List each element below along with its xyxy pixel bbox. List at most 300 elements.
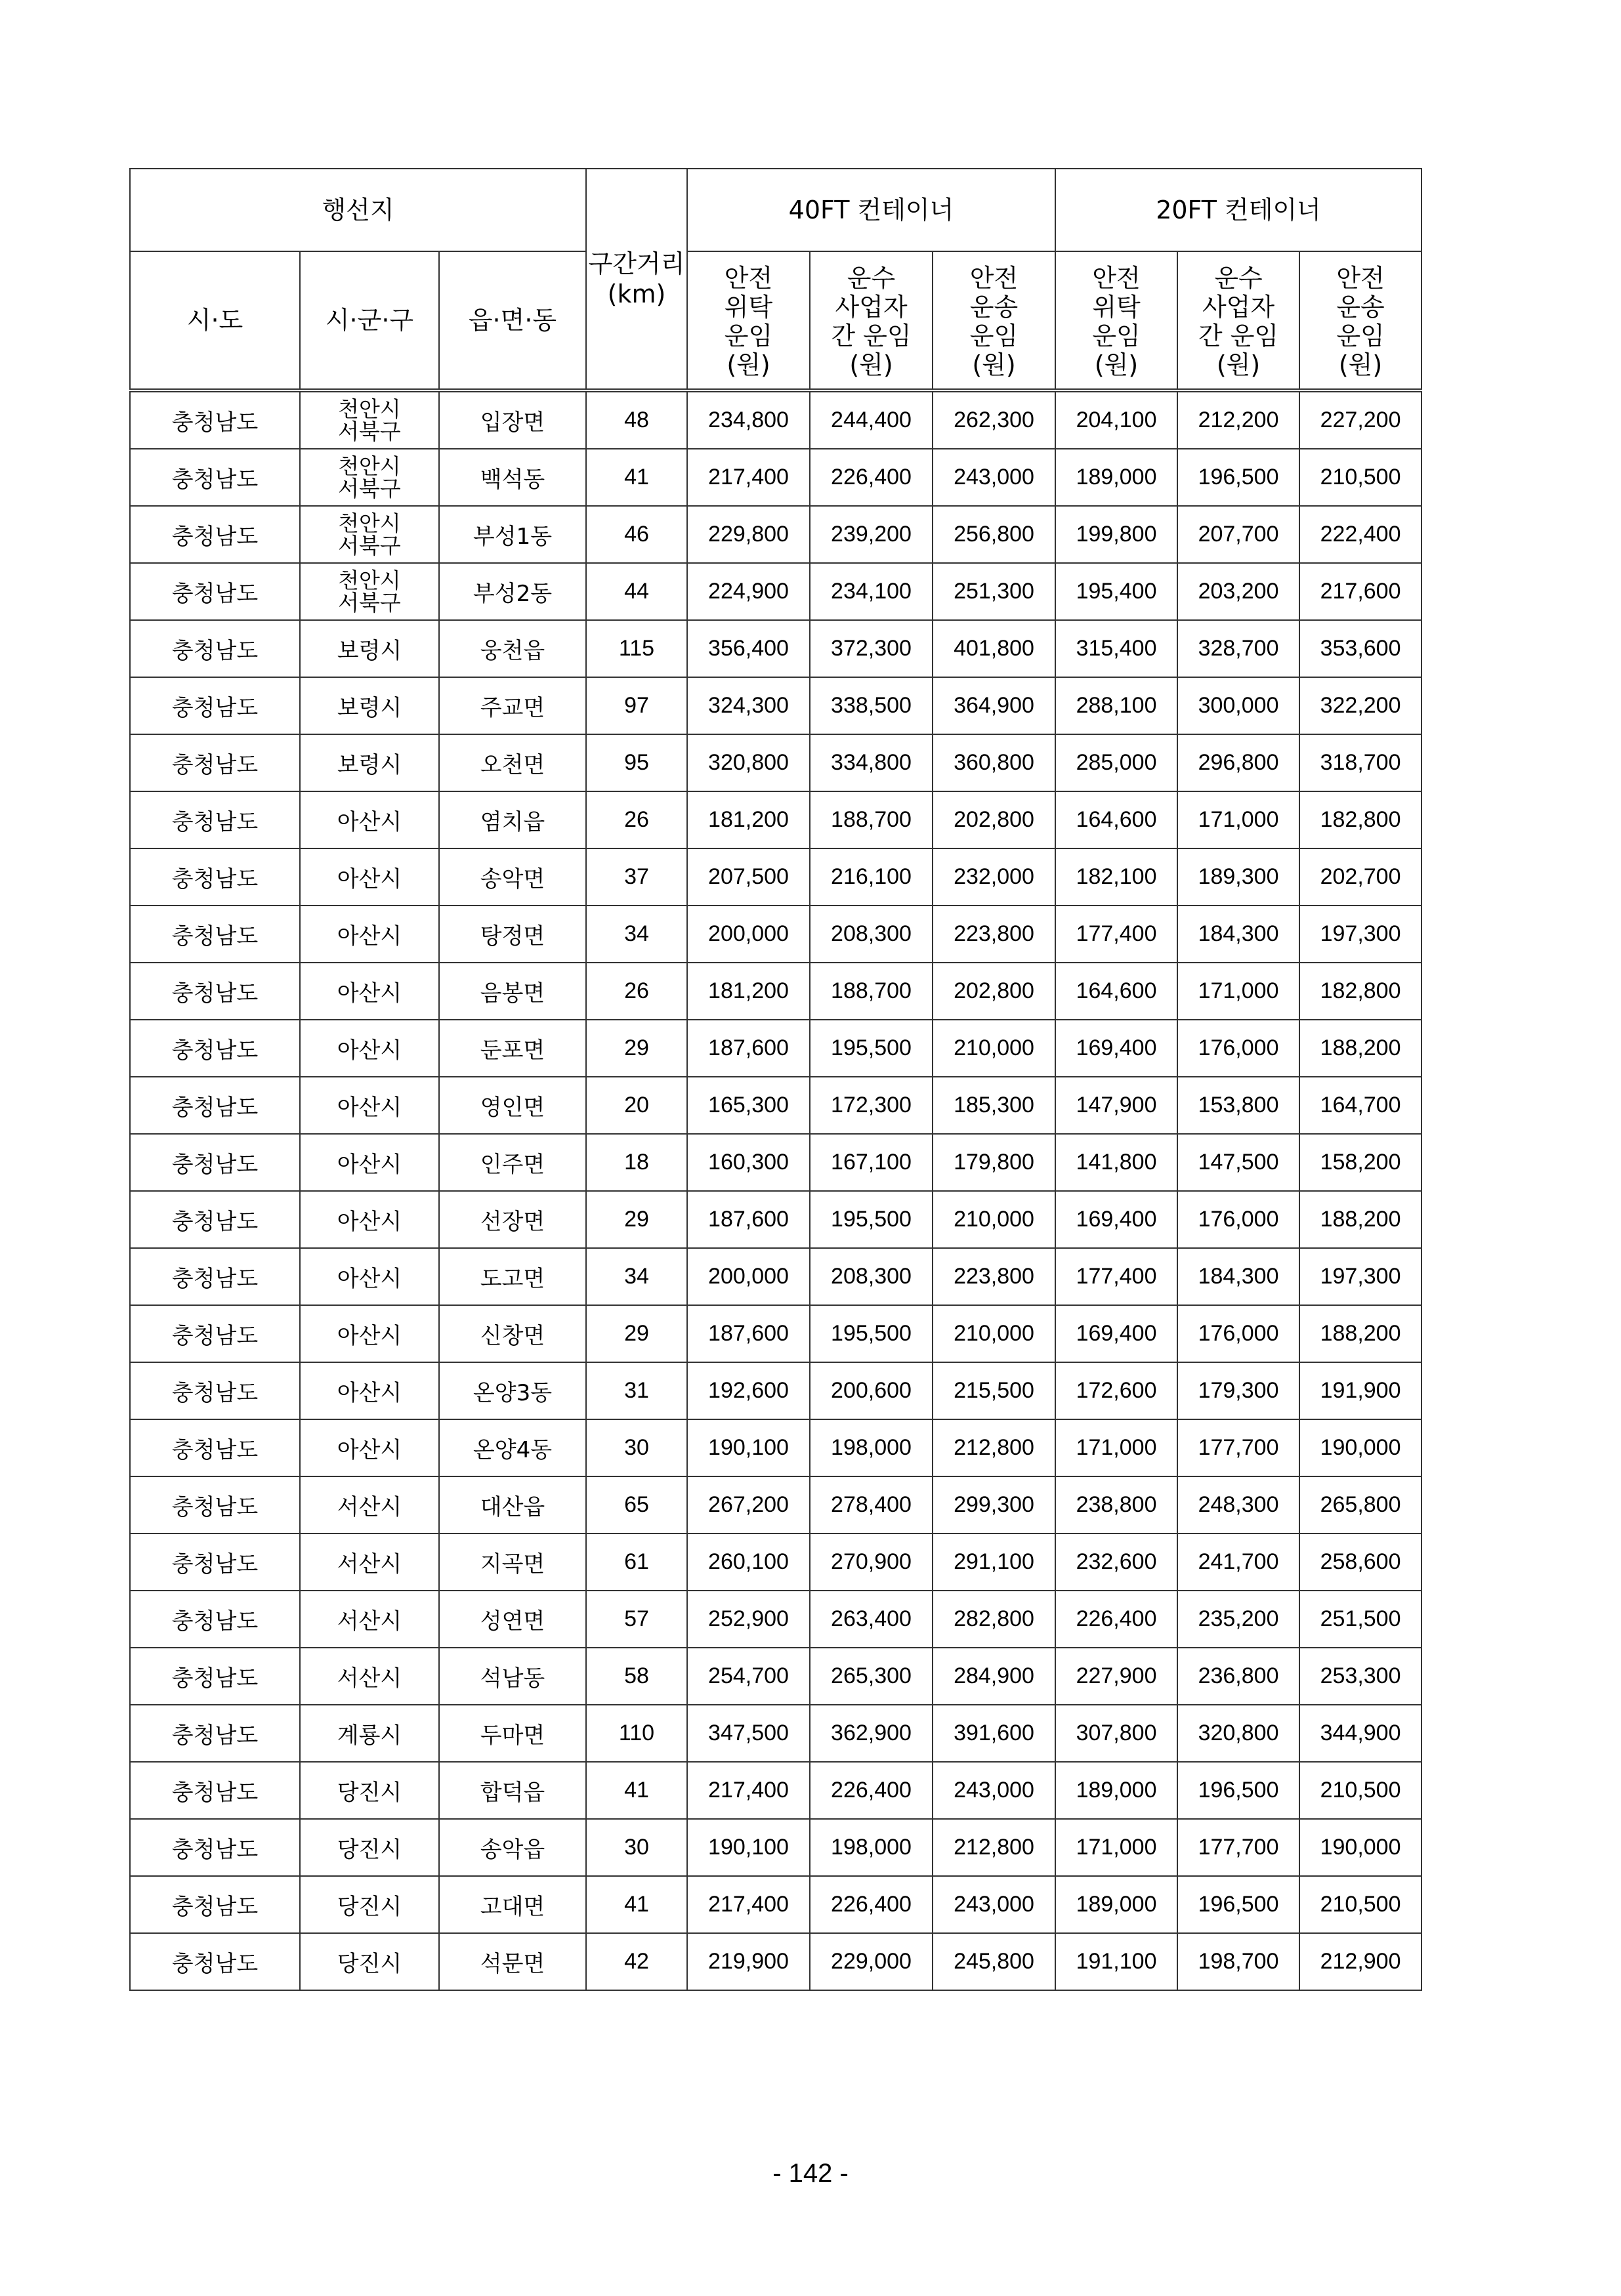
- cell-rate: 322,200: [1299, 677, 1421, 734]
- cell-sigungu: 아산시: [300, 963, 439, 1020]
- cell-rate: 188,200: [1299, 1191, 1421, 1248]
- cell-eupmyeondong: 주교면: [439, 677, 586, 734]
- cell-rate: 263,400: [810, 1591, 933, 1648]
- cell-distance: 41: [586, 449, 687, 506]
- cell-rate: 234,800: [687, 390, 810, 449]
- header-region: 행선지: [130, 169, 586, 251]
- cell-rate: 372,300: [810, 620, 933, 677]
- cell-rate: 196,500: [1177, 1762, 1299, 1819]
- cell-rate: 190,100: [687, 1419, 810, 1476]
- cell-rate: 248,300: [1177, 1476, 1299, 1534]
- cell-sido: 충청남도: [130, 791, 300, 848]
- cell-rate: 219,900: [687, 1933, 810, 1990]
- cell-rate: 232,600: [1055, 1534, 1177, 1591]
- cell-eupmyeondong: 부성1동: [439, 506, 586, 563]
- cell-rate: 223,800: [933, 906, 1055, 963]
- cell-sido: 충청남도: [130, 620, 300, 677]
- cell-eupmyeondong: 입장면: [439, 390, 586, 449]
- cell-sigungu: 아산시: [300, 1191, 439, 1248]
- cell-rate: 217,400: [687, 449, 810, 506]
- header-20ft: 20FT 컨테이너: [1055, 169, 1421, 251]
- cell-rate: 239,200: [810, 506, 933, 563]
- cell-eupmyeondong: 영인면: [439, 1077, 586, 1134]
- cell-rate: 212,800: [933, 1419, 1055, 1476]
- table-row: [130, 620, 1421, 677]
- header-rate-col: 안전 운송 운임 (원): [933, 251, 1055, 390]
- cell-rate: 262,300: [933, 390, 1055, 449]
- cell-distance: 44: [586, 563, 687, 620]
- cell-rate: 217,400: [687, 1762, 810, 1819]
- cell-rate: 188,700: [810, 963, 933, 1020]
- cell-rate: 207,700: [1177, 506, 1299, 563]
- cell-sigungu: 당진시: [300, 1933, 439, 1990]
- cell-rate: 196,500: [1177, 449, 1299, 506]
- cell-distance: 18: [586, 1134, 687, 1191]
- cell-eupmyeondong: 성연면: [439, 1591, 586, 1648]
- cell-rate: 278,400: [810, 1476, 933, 1534]
- cell-sigungu: 서산시: [300, 1591, 439, 1648]
- cell-sido: 충청남도: [130, 1020, 300, 1077]
- cell-rate: 360,800: [933, 734, 1055, 791]
- cell-rate: 185,300: [933, 1077, 1055, 1134]
- table-row: [130, 1191, 1421, 1248]
- cell-rate: 204,100: [1055, 390, 1177, 449]
- cell-rate: 187,600: [687, 1191, 810, 1248]
- cell-rate: 179,300: [1177, 1362, 1299, 1419]
- cell-rate: 202,800: [933, 791, 1055, 848]
- cell-sido: 충청남도: [130, 677, 300, 734]
- cell-distance: 30: [586, 1819, 687, 1876]
- cell-rate: 188,200: [1299, 1020, 1421, 1077]
- cell-distance: 58: [586, 1648, 687, 1705]
- cell-rate: 197,300: [1299, 906, 1421, 963]
- cell-rate: 210,500: [1299, 449, 1421, 506]
- cell-distance: 31: [586, 1362, 687, 1419]
- cell-rate: 195,500: [810, 1191, 933, 1248]
- cell-rate: 195,500: [810, 1020, 933, 1077]
- cell-rate: 189,300: [1177, 848, 1299, 906]
- cell-sigungu: 아산시: [300, 848, 439, 906]
- cell-rate: 177,700: [1177, 1419, 1299, 1476]
- cell-rate: 216,100: [810, 848, 933, 906]
- cell-rate: 200,000: [687, 906, 810, 963]
- table-row: [130, 848, 1421, 906]
- cell-sigungu: 서산시: [300, 1476, 439, 1534]
- cell-rate: 347,500: [687, 1705, 810, 1762]
- table-row: [130, 390, 1421, 449]
- cell-distance: 20: [586, 1077, 687, 1134]
- cell-rate: 320,800: [687, 734, 810, 791]
- cell-rate: 171,000: [1177, 963, 1299, 1020]
- cell-sigungu: 보령시: [300, 677, 439, 734]
- table-row: [130, 1476, 1421, 1534]
- cell-rate: 177,400: [1055, 1248, 1177, 1305]
- cell-rate: 243,000: [933, 1762, 1055, 1819]
- cell-distance: 97: [586, 677, 687, 734]
- cell-sigungu: 아산시: [300, 1248, 439, 1305]
- cell-rate: 217,600: [1299, 563, 1421, 620]
- cell-rate: 307,800: [1055, 1705, 1177, 1762]
- cell-rate: 227,200: [1299, 390, 1421, 449]
- cell-rate: 226,400: [810, 449, 933, 506]
- header-distance: 구간거리(km): [586, 169, 687, 390]
- table-row: [130, 449, 1421, 506]
- cell-rate: 227,900: [1055, 1648, 1177, 1705]
- cell-sido: 충청남도: [130, 563, 300, 620]
- header-rate-col: 운수 사업자 간 운임 (원): [1177, 251, 1299, 390]
- cell-rate: 176,000: [1177, 1191, 1299, 1248]
- cell-rate: 195,400: [1055, 563, 1177, 620]
- cell-sigungu: 아산시: [300, 906, 439, 963]
- cell-distance: 57: [586, 1591, 687, 1648]
- cell-rate: 258,600: [1299, 1534, 1421, 1591]
- cell-rate: 158,200: [1299, 1134, 1421, 1191]
- cell-sido: 충청남도: [130, 1419, 300, 1476]
- cell-sido: 충청남도: [130, 1705, 300, 1762]
- cell-eupmyeondong: 염치읍: [439, 791, 586, 848]
- cell-rate: 356,400: [687, 620, 810, 677]
- cell-rate: 188,700: [810, 791, 933, 848]
- cell-rate: 217,400: [687, 1876, 810, 1933]
- table-row: [130, 506, 1421, 563]
- table-row: [130, 1419, 1421, 1476]
- cell-rate: 391,600: [933, 1705, 1055, 1762]
- cell-rate: 324,300: [687, 677, 810, 734]
- cell-sigungu: 천안시 서북구: [300, 449, 439, 506]
- cell-eupmyeondong: 송악읍: [439, 1819, 586, 1876]
- table-row: [130, 963, 1421, 1020]
- cell-sigungu: 당진시: [300, 1762, 439, 1819]
- table-row: [130, 734, 1421, 791]
- cell-rate: 226,400: [810, 1762, 933, 1819]
- cell-rate: 182,800: [1299, 963, 1421, 1020]
- cell-rate: 203,200: [1177, 563, 1299, 620]
- cell-sido: 충청남도: [130, 1134, 300, 1191]
- cell-rate: 265,300: [810, 1648, 933, 1705]
- cell-distance: 46: [586, 506, 687, 563]
- cell-eupmyeondong: 석남동: [439, 1648, 586, 1705]
- cell-distance: 42: [586, 1933, 687, 1990]
- cell-distance: 48: [586, 390, 687, 449]
- table-row: [130, 1362, 1421, 1419]
- cell-eupmyeondong: 두마면: [439, 1705, 586, 1762]
- cell-rate: 210,000: [933, 1191, 1055, 1248]
- cell-sigungu: 보령시: [300, 734, 439, 791]
- cell-rate: 164,700: [1299, 1077, 1421, 1134]
- cell-rate: 153,800: [1177, 1077, 1299, 1134]
- table-row: [130, 1134, 1421, 1191]
- cell-distance: 61: [586, 1534, 687, 1591]
- table-row: [130, 791, 1421, 848]
- cell-rate: 241,700: [1177, 1534, 1299, 1591]
- cell-distance: 41: [586, 1876, 687, 1933]
- cell-distance: 34: [586, 1248, 687, 1305]
- cell-rate: 172,600: [1055, 1362, 1177, 1419]
- cell-rate: 338,500: [810, 677, 933, 734]
- cell-rate: 200,000: [687, 1248, 810, 1305]
- cell-sido: 충청남도: [130, 449, 300, 506]
- cell-eupmyeondong: 오천면: [439, 734, 586, 791]
- cell-rate: 236,800: [1177, 1648, 1299, 1705]
- cell-distance: 29: [586, 1020, 687, 1077]
- cell-rate: 353,600: [1299, 620, 1421, 677]
- cell-eupmyeondong: 선장면: [439, 1191, 586, 1248]
- cell-distance: 41: [586, 1762, 687, 1819]
- table-row: [130, 1705, 1421, 1762]
- cell-sido: 충청남도: [130, 906, 300, 963]
- cell-rate: 212,200: [1177, 390, 1299, 449]
- cell-distance: 29: [586, 1191, 687, 1248]
- cell-eupmyeondong: 석문면: [439, 1933, 586, 1990]
- cell-sido: 충청남도: [130, 1648, 300, 1705]
- cell-rate: 226,400: [1055, 1591, 1177, 1648]
- header-rate-col: 안전 위탁 운임 (원): [1055, 251, 1177, 390]
- table-row: [130, 1305, 1421, 1362]
- header-rate-col: 안전 위탁 운임 (원): [687, 251, 810, 390]
- cell-distance: 65: [586, 1476, 687, 1534]
- cell-eupmyeondong: 지곡면: [439, 1534, 586, 1591]
- cell-rate: 182,100: [1055, 848, 1177, 906]
- cell-rate: 176,000: [1177, 1305, 1299, 1362]
- table-body: [130, 390, 1421, 1990]
- table-row: [130, 1819, 1421, 1876]
- header-eupmyeondong: 읍·면·동: [439, 251, 586, 390]
- cell-rate: 243,000: [933, 449, 1055, 506]
- cell-rate: 208,300: [810, 1248, 933, 1305]
- cell-distance: 37: [586, 848, 687, 906]
- cell-rate: 167,100: [810, 1134, 933, 1191]
- cell-rate: 189,000: [1055, 449, 1177, 506]
- cell-rate: 177,400: [1055, 906, 1177, 963]
- cell-sido: 충청남도: [130, 963, 300, 1020]
- cell-rate: 187,600: [687, 1020, 810, 1077]
- cell-sido: 충청남도: [130, 1077, 300, 1134]
- cell-sido: 충청남도: [130, 1591, 300, 1648]
- cell-sigungu: 아산시: [300, 1020, 439, 1077]
- cell-rate: 296,800: [1177, 734, 1299, 791]
- cell-rate: 141,800: [1055, 1134, 1177, 1191]
- cell-rate: 198,000: [810, 1819, 933, 1876]
- cell-rate: 189,000: [1055, 1762, 1177, 1819]
- table-row: [130, 906, 1421, 963]
- cell-rate: 147,500: [1177, 1134, 1299, 1191]
- cell-rate: 210,500: [1299, 1876, 1421, 1933]
- cell-rate: 181,200: [687, 963, 810, 1020]
- cell-distance: 110: [586, 1705, 687, 1762]
- table-row: [130, 1762, 1421, 1819]
- cell-sido: 충청남도: [130, 1362, 300, 1419]
- cell-rate: 165,300: [687, 1077, 810, 1134]
- cell-distance: 95: [586, 734, 687, 791]
- cell-rate: 245,800: [933, 1933, 1055, 1990]
- cell-rate: 169,400: [1055, 1305, 1177, 1362]
- cell-rate: 362,900: [810, 1705, 933, 1762]
- table-row: [130, 677, 1421, 734]
- cell-rate: 147,900: [1055, 1077, 1177, 1134]
- cell-sido: 충청남도: [130, 1305, 300, 1362]
- cell-eupmyeondong: 웅천읍: [439, 620, 586, 677]
- cell-distance: 26: [586, 791, 687, 848]
- table-row: [130, 1933, 1421, 1990]
- cell-rate: 344,900: [1299, 1705, 1421, 1762]
- cell-rate: 234,100: [810, 563, 933, 620]
- cell-eupmyeondong: 신창면: [439, 1305, 586, 1362]
- cell-sigungu: 당진시: [300, 1876, 439, 1933]
- cell-rate: 222,400: [1299, 506, 1421, 563]
- cell-rate: 184,300: [1177, 906, 1299, 963]
- cell-rate: 401,800: [933, 620, 1055, 677]
- cell-rate: 198,700: [1177, 1933, 1299, 1990]
- header-sigungu: 시·군·구: [300, 251, 439, 390]
- cell-rate: 191,100: [1055, 1933, 1177, 1990]
- table-row: [130, 1534, 1421, 1591]
- cell-rate: 195,500: [810, 1305, 933, 1362]
- cell-sido: 충청남도: [130, 1819, 300, 1876]
- cell-rate: 197,300: [1299, 1248, 1421, 1305]
- cell-rate: 200,600: [810, 1362, 933, 1419]
- cell-distance: 34: [586, 906, 687, 963]
- cell-rate: 184,300: [1177, 1248, 1299, 1305]
- header-rate-col: 안전 운송 운임 (원): [1299, 251, 1421, 390]
- cell-rate: 253,300: [1299, 1648, 1421, 1705]
- cell-distance: 29: [586, 1305, 687, 1362]
- cell-rate: 160,300: [687, 1134, 810, 1191]
- cell-rate: 223,800: [933, 1248, 1055, 1305]
- cell-rate: 199,800: [1055, 506, 1177, 563]
- table-row: [130, 563, 1421, 620]
- table-row: [130, 1876, 1421, 1933]
- cell-rate: 300,000: [1177, 677, 1299, 734]
- cell-distance: 30: [586, 1419, 687, 1476]
- cell-rate: 177,700: [1177, 1819, 1299, 1876]
- cell-distance: 26: [586, 963, 687, 1020]
- cell-rate: 171,000: [1055, 1819, 1177, 1876]
- cell-rate: 288,100: [1055, 677, 1177, 734]
- cell-sigungu: 천안시 서북구: [300, 506, 439, 563]
- cell-rate: 202,800: [933, 963, 1055, 1020]
- cell-rate: 210,000: [933, 1020, 1055, 1077]
- cell-sido: 충청남도: [130, 848, 300, 906]
- cell-rate: 198,000: [810, 1419, 933, 1476]
- cell-rate: 334,800: [810, 734, 933, 791]
- cell-rate: 244,400: [810, 390, 933, 449]
- cell-rate: 176,000: [1177, 1020, 1299, 1077]
- cell-rate: 182,800: [1299, 791, 1421, 848]
- cell-eupmyeondong: 인주면: [439, 1134, 586, 1191]
- cell-rate: 164,600: [1055, 791, 1177, 848]
- table-row: [130, 1248, 1421, 1305]
- header-sido: 시·도: [130, 251, 300, 390]
- cell-rate: 284,900: [933, 1648, 1055, 1705]
- cell-sido: 충청남도: [130, 1933, 300, 1990]
- cell-rate: 172,300: [810, 1077, 933, 1134]
- cell-rate: 215,500: [933, 1362, 1055, 1419]
- cell-sigungu: 계룡시: [300, 1705, 439, 1762]
- cell-sigungu: 보령시: [300, 620, 439, 677]
- cell-sigungu: 당진시: [300, 1819, 439, 1876]
- table-row: [130, 1020, 1421, 1077]
- cell-rate: 251,300: [933, 563, 1055, 620]
- cell-rate: 189,000: [1055, 1876, 1177, 1933]
- cell-rate: 229,800: [687, 506, 810, 563]
- header-40ft: 40FT 컨테이너: [687, 169, 1055, 251]
- cell-sigungu: 아산시: [300, 1305, 439, 1362]
- cell-rate: 164,600: [1055, 963, 1177, 1020]
- cell-rate: 256,800: [933, 506, 1055, 563]
- cell-sigungu: 아산시: [300, 1134, 439, 1191]
- cell-sido: 충청남도: [130, 1248, 300, 1305]
- cell-sido: 충청남도: [130, 1476, 300, 1534]
- cell-sido: 충청남도: [130, 390, 300, 449]
- cell-eupmyeondong: 고대면: [439, 1876, 586, 1933]
- cell-sigungu: 아산시: [300, 1419, 439, 1476]
- cell-sido: 충청남도: [130, 1876, 300, 1933]
- cell-rate: 224,900: [687, 563, 810, 620]
- cell-rate: 187,600: [687, 1305, 810, 1362]
- cell-rate: 212,800: [933, 1819, 1055, 1876]
- cell-sigungu: 아산시: [300, 791, 439, 848]
- cell-rate: 254,700: [687, 1648, 810, 1705]
- cell-rate: 188,200: [1299, 1305, 1421, 1362]
- table-header: [130, 169, 1421, 390]
- cell-rate: 270,900: [810, 1534, 933, 1591]
- cell-rate: 235,200: [1177, 1591, 1299, 1648]
- cell-rate: 196,500: [1177, 1876, 1299, 1933]
- cell-rate: 212,900: [1299, 1933, 1421, 1990]
- cell-eupmyeondong: 탕정면: [439, 906, 586, 963]
- table-row: [130, 1077, 1421, 1134]
- cell-eupmyeondong: 도고면: [439, 1248, 586, 1305]
- cell-eupmyeondong: 송악면: [439, 848, 586, 906]
- cell-rate: 318,700: [1299, 734, 1421, 791]
- cell-rate: 208,300: [810, 906, 933, 963]
- cell-eupmyeondong: 온양4동: [439, 1419, 586, 1476]
- cell-rate: 251,500: [1299, 1591, 1421, 1648]
- cell-rate: 291,100: [933, 1534, 1055, 1591]
- cell-rate: 265,800: [1299, 1476, 1421, 1534]
- cell-rate: 232,000: [933, 848, 1055, 906]
- cell-eupmyeondong: 대산읍: [439, 1476, 586, 1534]
- cell-rate: 282,800: [933, 1591, 1055, 1648]
- cell-rate: 267,200: [687, 1476, 810, 1534]
- cell-rate: 190,100: [687, 1819, 810, 1876]
- cell-rate: 299,300: [933, 1476, 1055, 1534]
- header-rate-col: 운수 사업자 간 운임 (원): [810, 251, 933, 390]
- cell-rate: 181,200: [687, 791, 810, 848]
- cell-rate: 191,900: [1299, 1362, 1421, 1419]
- cell-rate: 179,800: [933, 1134, 1055, 1191]
- page-number: - 142 -: [772, 2159, 849, 2188]
- cell-rate: 169,400: [1055, 1191, 1177, 1248]
- cell-sigungu: 서산시: [300, 1534, 439, 1591]
- cell-rate: 202,700: [1299, 848, 1421, 906]
- cell-sido: 충청남도: [130, 1762, 300, 1819]
- cell-eupmyeondong: 온양3동: [439, 1362, 586, 1419]
- cell-rate: 171,000: [1177, 791, 1299, 848]
- cell-sido: 충청남도: [130, 734, 300, 791]
- cell-sido: 충청남도: [130, 1534, 300, 1591]
- cell-rate: 252,900: [687, 1591, 810, 1648]
- cell-rate: 315,400: [1055, 620, 1177, 677]
- cell-sigungu: 아산시: [300, 1077, 439, 1134]
- table-row: [130, 1591, 1421, 1648]
- table-row: [130, 1648, 1421, 1705]
- cell-rate: 328,700: [1177, 620, 1299, 677]
- cell-sido: 충청남도: [130, 506, 300, 563]
- cell-rate: 169,400: [1055, 1020, 1177, 1077]
- cell-sigungu: 천안시 서북구: [300, 390, 439, 449]
- cell-rate: 210,000: [933, 1305, 1055, 1362]
